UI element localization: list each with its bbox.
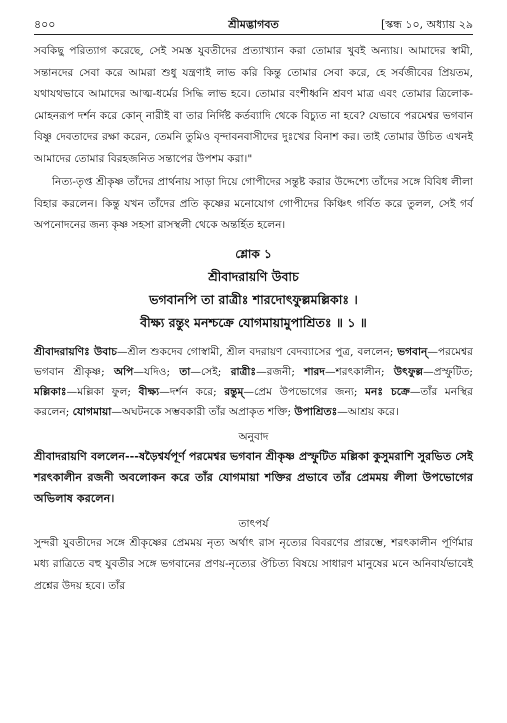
verse-line-2: বীক্ষ্য রন্তুং মনশ্চক্রে যোগমায়ামুপাশ্রিতঃ ॥ ১ ॥: [140, 314, 367, 330]
intro-paragraph: সবকিছু পরিত্যাগ করেছে, সেই সমস্ত যুবতীদের প্রত্যাখ্যান করা তোমার খুবই অন্যায়। আমাদের স্বামী, সন্তানদের সেবা করে আমরা শুধু যন্ত্রণাই লাভ করি কিন্তু তোমার সেবা করে, হে সর্বজীবের প্রিয়তম, যথাযথভাবে আমাদের আত্ম-ধর্মের সিদ্ধি লাভ হবে। তোমার বংশীধ্বনি শ্রবণ মাত্র এবং তোমার ত্রিলোক-মোহনরূপ দর্শন করে কোন্ নারীই বা তার নির্দিষ্ট কর্তব্যাদি থেকে বিচ্যুত না হবে? যেভাবে পরমেশ্বর ভগবান বিষ্ণু দেবতাদের রক্ষা করেন, তেমনি তুমিও বৃন্দাবনবাসীদের দুঃখের বিনাশ কর। তাই তোমার উচিত এখনই আমাদের তোমার বিরহজনিত সন্তাপের উপশম করা।": [34, 45, 473, 165]
synonym-meaning: —রজনী;: [256, 365, 305, 378]
page-header: [34, 14, 473, 35]
synonym-term: রাত্রীঃ: [230, 365, 257, 378]
synonym-term: বীক্ষ্য: [138, 385, 160, 398]
synonym-term: উৎফুল্ল: [393, 365, 424, 378]
synonym-meaning: —শ্রীল শুকদেব গোস্বামী, শ্রীল বদরায়ণ বেদব্যাসের পুত্র, বললেন;: [116, 345, 398, 358]
synonym-meaning: —অঘটনকে সম্ভবকারী তাঁর অপ্রাকৃত শক্তি;: [111, 405, 295, 418]
synonym-meaning: —তাঁর মনস্থির করলেন;: [34, 385, 473, 418]
synonym-meaning: —সেই;: [190, 365, 231, 378]
synonym-meaning: —শরৎকালীন;: [324, 365, 394, 378]
translation-label: অনুবাদ: [238, 430, 269, 443]
chapter-reference: [স্কন্ধ ১০, অধ্যায় ২৯: [380, 18, 473, 31]
synonym-term: মল্লিকাঃ: [34, 385, 67, 398]
page-number: ৪০০: [34, 18, 56, 31]
verse-line-1: ভগবানপি তা রাত্রীঃ শারদোৎফুল্লমল্লিকাঃ ।: [149, 291, 358, 307]
synonym-term: যোগমায়া: [72, 405, 112, 418]
synonym-meaning: —পরমেশ্বর ভগবান শ্রীকৃষ্ণ;: [34, 345, 473, 378]
synonym-term: শ্রীবাদরায়ণিঃ উবাচ: [34, 345, 117, 358]
synonym-meaning: —প্রেম উপভোগের জন্য;: [243, 385, 366, 398]
book-title: শ্রীমদ্ভাগবত: [228, 18, 279, 31]
synonym-meaning: —আশ্রয় করে।: [337, 405, 399, 418]
purport-text: সুন্দরী যুবতীদের সঙ্গে শ্রীকৃষ্ণের প্রেমময় নৃত্য অর্থাৎ রাস নৃত্যের বিবরণের প্রারম্ভে, শরৎকালীন পূর্ণিমার মধ্য রাত্রিতে বহু যুবতীর সঙ্গে ভগবানের প্রণয়-নৃত্যের ঔচিত্য বিষয়ে সাধারণ মানুষের মনে অনিবার্যভাবেই প্রশ্নের উদয় হবে। তাঁর: [34, 536, 473, 592]
narrative-paragraph: নিত্য-তৃপ্ত শ্রীকৃষ্ণ তাঁদের প্রার্থনায় সাড়া দিয়ে গোপীদের সন্তুষ্ট করার উদ্দেশ্যে তাঁদের সঙ্গে বিবিধ লীলা বিহার করলেন। কিন্তু যখন তাঁদের প্রতি কৃষ্ণের মনোযোগ গোপীদের কিঞ্চিৎ গর্বিত করে তুলল, সেই গর্ব অপনোদনের জন্য কৃষ্ণ সহসা রাসস্থলী থেকে অন্তর্হিত হলেন।: [34, 176, 473, 231]
verse-label: শ্লোক ১: [235, 246, 272, 261]
verse-speaker: শ্রীবাদরায়ণি উবাচ: [208, 268, 299, 284]
synonym-meaning: —যদিও;: [133, 365, 180, 378]
synonym-meaning: —প্রস্ফুটিত;: [423, 365, 473, 378]
synonym-term: অপি: [113, 365, 134, 378]
translation-text: শ্রীবাদরায়ণি বললেন---ষড়ৈশ্বর্যপূর্ণ পরমেশ্বর ভগবান শ্রীকৃষ্ণ প্রস্ফুটিত মল্লিকা কুসুমরাশি সুরভিত সেই শরৎকালীন রজনী অবলোকন করে তাঁর যোগমায়া শক্তির প্রভাবে তাঁর প্রেমময় লীলা উপভোগের অভিলাষ করলেন।: [34, 448, 473, 505]
synonym-term: ভগবান্: [397, 345, 428, 358]
word-meanings: [34, 342, 473, 422]
purport-label: তাৎপর্য: [238, 517, 269, 530]
synonym-term: তা: [179, 365, 191, 378]
synonym-term: রন্তুম্: [224, 385, 244, 398]
synonym-term: উপাশ্রিতঃ: [294, 405, 338, 418]
synonym-term: মনঃ চক্রে: [365, 385, 410, 398]
synonym-meaning: —মল্লিকা ফুল;: [66, 385, 139, 398]
synonym-meaning: —দর্শন করে;: [159, 385, 225, 398]
synonym-term: শারদ: [304, 365, 325, 378]
